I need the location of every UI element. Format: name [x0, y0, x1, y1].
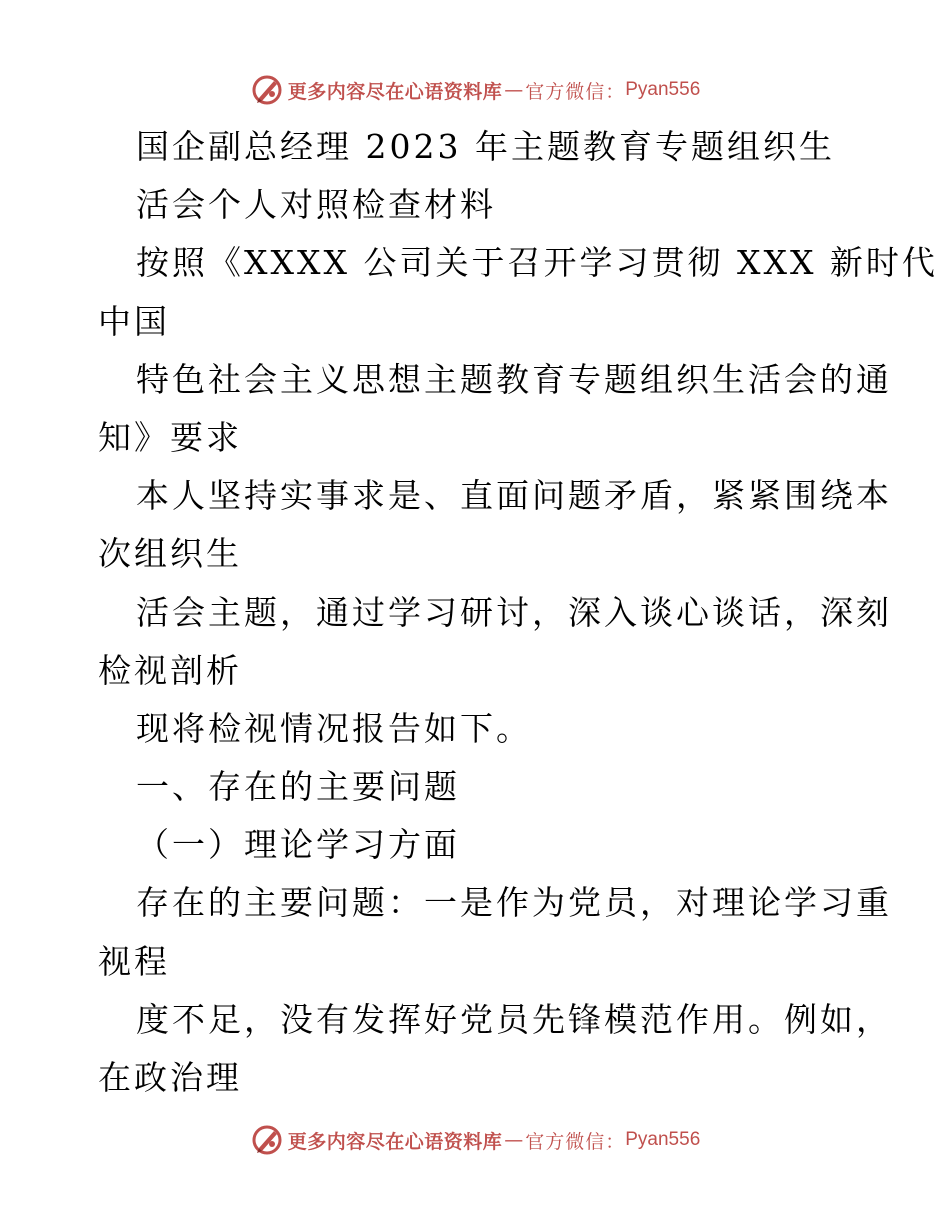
doc-line: 按照《XXXX 公司关于召开学习贯彻 XXX 新时代 — [136, 243, 938, 283]
footer-watermark — [0, 1120, 950, 1160]
watermark-sub-text: 官方微信： — [525, 1130, 626, 1153]
pen-logo-icon — [250, 73, 284, 107]
doc-line: 存在的主要问题：一是作为党员，对理论学习重 — [136, 883, 892, 923]
watermark-main-text: 更多内容尽在心语资料库 — [287, 1130, 503, 1153]
doc-line: 活会主题，通过学习研讨，深入谈心谈话，深刻 — [136, 592, 892, 632]
watermark-wechat-id: Pyan556 — [625, 79, 701, 100]
doc-line: 国企副总经理 2023 年主题教育专题组织生 — [136, 127, 835, 166]
doc-line: 现将检视情况报告如下。 — [136, 708, 532, 748]
watermark-dash: — — [504, 1129, 524, 1151]
doc-line: 知》要求 — [98, 417, 242, 457]
watermark-main-text: 更多内容尽在心语资料库 — [287, 80, 503, 103]
pen-logo-icon — [250, 1123, 284, 1157]
doc-line: 活会个人对照检查材料 — [136, 185, 496, 225]
doc-line: 本人坚持实事求是、直面问题矛盾，紧紧围绕本 — [136, 476, 892, 516]
subsection-heading: （一）理论学习方面 — [136, 825, 460, 865]
watermark-wechat-id: Pyan556 — [625, 1129, 701, 1150]
doc-line: 度不足，没有发挥好党员先锋模范作用。例如， — [136, 999, 892, 1039]
watermark-sub-text: 官方微信： — [525, 80, 626, 103]
watermark-dash: — — [504, 79, 524, 101]
section-heading: 一、存在的主要问题 — [136, 767, 460, 807]
doc-line: 中国 — [98, 301, 170, 341]
doc-line: 特色社会主义思想主题教育专题组织生活会的通 — [136, 359, 892, 399]
doc-line: 视程 — [98, 941, 170, 981]
doc-line: 在政治理 — [98, 1058, 242, 1097]
header-watermark — [0, 70, 950, 110]
document-body — [98, 118, 938, 1107]
doc-line: 次组织生 — [98, 534, 242, 574]
doc-line: 检视剖析 — [98, 650, 242, 690]
